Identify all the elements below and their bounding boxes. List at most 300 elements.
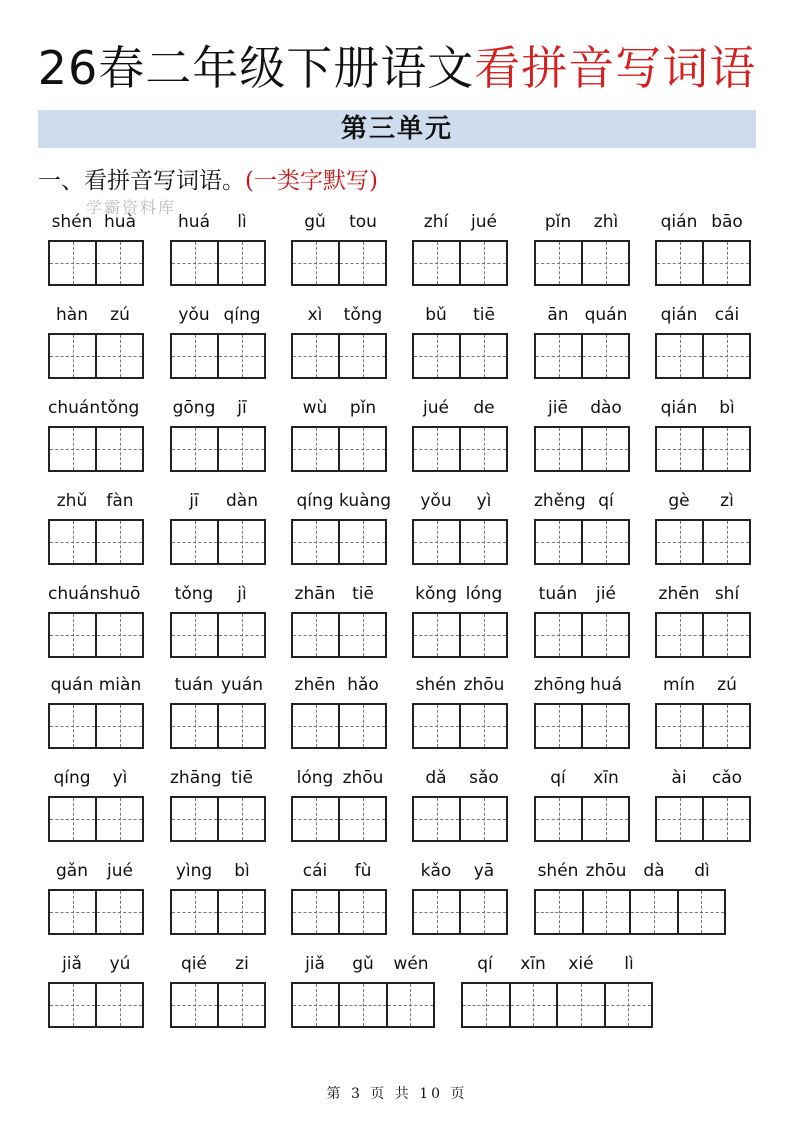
writing-boxes: [291, 889, 387, 935]
pinyin-syllable: tou: [349, 212, 377, 232]
pinyin-line: [655, 396, 751, 420]
writing-boxes: [412, 240, 508, 286]
title-main: 26春二年级下册语文: [37, 41, 475, 95]
pinyin-syllable: hǎo: [347, 675, 379, 695]
writing-cell[interactable]: [97, 335, 142, 377]
unit-heading: 第三单元: [38, 110, 756, 148]
writing-cell[interactable]: [704, 335, 749, 377]
writing-cell[interactable]: [414, 705, 461, 747]
writing-cell[interactable]: [679, 891, 725, 933]
pinyin-syllable: tuán: [174, 675, 214, 695]
pinyin-syllable: jué: [107, 861, 133, 881]
writing-cell[interactable]: [340, 428, 385, 470]
writing-cell[interactable]: [172, 798, 219, 840]
pinyin-line: [655, 673, 751, 697]
writing-cell[interactable]: [293, 242, 340, 284]
writing-cell[interactable]: [340, 335, 385, 377]
writing-cell[interactable]: [657, 614, 704, 656]
pinyin-syllable: quán: [584, 305, 628, 325]
writing-cell[interactable]: [558, 984, 606, 1026]
writing-cell[interactable]: [461, 798, 506, 840]
pinyin-line: [291, 766, 387, 790]
writing-cell[interactable]: [414, 891, 461, 933]
pinyin-syllable: fù: [354, 861, 372, 881]
pinyin-syllable: xié: [568, 954, 594, 974]
pinyin-syllable: cǎo: [711, 768, 743, 788]
pinyin-syllable: pǐn: [544, 212, 572, 232]
writing-cell[interactable]: [388, 984, 433, 1026]
pinyin-syllable: yú: [109, 954, 131, 974]
writing-cell[interactable]: [293, 614, 340, 656]
writing-boxes: [170, 426, 266, 472]
writing-cell[interactable]: [97, 428, 142, 470]
pinyin-line: [412, 766, 508, 790]
pinyin-syllable: zú: [717, 675, 737, 695]
writing-cell[interactable]: [50, 428, 97, 470]
writing-cell[interactable]: [97, 705, 142, 747]
section-heading: [38, 164, 378, 198]
writing-cell[interactable]: [172, 242, 219, 284]
writing-cell[interactable]: [50, 891, 97, 933]
pinyin-syllable: qián: [660, 212, 698, 232]
writing-boxes: [170, 240, 266, 286]
writing-cell[interactable]: [172, 984, 219, 1026]
pinyin-line: [48, 396, 144, 420]
pinyin-line: [48, 766, 144, 790]
pinyin-line: [534, 766, 630, 790]
pinyin-line: [170, 210, 266, 234]
writing-cell[interactable]: [50, 798, 97, 840]
pinyin-syllable: zú: [110, 305, 130, 325]
writing-cell[interactable]: [631, 891, 679, 933]
pinyin-syllable: dà: [643, 861, 665, 881]
writing-cell[interactable]: [414, 242, 461, 284]
writing-cell[interactable]: [219, 521, 264, 563]
writing-cell[interactable]: [340, 798, 385, 840]
writing-boxes: [170, 612, 266, 658]
writing-cell[interactable]: [50, 242, 97, 284]
writing-boxes: [48, 889, 144, 935]
pinyin-syllable: bì: [719, 398, 735, 418]
pinyin-syllable: bǔ: [425, 305, 447, 325]
pinyin-syllable: zhōu: [463, 675, 505, 695]
writing-cell[interactable]: [172, 521, 219, 563]
writing-cell[interactable]: [657, 705, 704, 747]
pinyin-line: [655, 582, 751, 606]
pinyin-line: [412, 673, 508, 697]
writing-cell[interactable]: [219, 335, 264, 377]
writing-boxes: [655, 240, 751, 286]
pinyin-syllable: zhí: [423, 212, 449, 232]
writing-cell[interactable]: [461, 614, 506, 656]
pinyin-syllable: shén: [415, 675, 457, 695]
pinyin-syllable: huá: [178, 212, 210, 232]
pinyin-syllable: yìng: [175, 861, 213, 881]
pinyin-syllable: chuán: [48, 584, 101, 604]
writing-boxes: [534, 796, 630, 842]
pinyin-syllable: gǔ: [352, 954, 374, 974]
pinyin-syllable: fàn: [106, 491, 134, 511]
pinyin-line: [412, 582, 508, 606]
writing-boxes: [48, 519, 144, 565]
writing-cell[interactable]: [704, 614, 749, 656]
title-highlight: 看拼音写词语: [474, 41, 757, 95]
pinyin-line: [48, 303, 144, 327]
writing-cell[interactable]: [536, 614, 583, 656]
writing-cell[interactable]: [219, 428, 264, 470]
writing-boxes: [655, 519, 751, 565]
pinyin-syllable: tǒng: [174, 584, 214, 604]
pinyin-line: [534, 210, 630, 234]
writing-boxes: [48, 982, 144, 1028]
writing-cell[interactable]: [657, 521, 704, 563]
pinyin-syllable: tǒng: [100, 398, 140, 418]
writing-boxes: [291, 426, 387, 472]
pinyin-syllable: hàn: [56, 305, 88, 325]
writing-boxes: [412, 426, 508, 472]
pinyin-line: [291, 210, 387, 234]
writing-cell[interactable]: [606, 984, 652, 1026]
writing-boxes: [412, 612, 508, 658]
pinyin-line: [48, 673, 144, 697]
writing-cell[interactable]: [511, 984, 559, 1026]
pinyin-line: [170, 766, 266, 790]
writing-boxes: [461, 982, 653, 1028]
writing-cell[interactable]: [414, 521, 461, 563]
writing-cell[interactable]: [704, 705, 749, 747]
writing-cell[interactable]: [657, 798, 704, 840]
writing-cell[interactable]: [583, 705, 628, 747]
pinyin-line: [655, 766, 751, 790]
pinyin-syllable: yì: [476, 491, 492, 511]
writing-cell[interactable]: [536, 521, 583, 563]
pinyin-syllable: de: [473, 398, 495, 418]
pinyin-syllable: tuán: [538, 584, 578, 604]
writing-cell[interactable]: [414, 614, 461, 656]
writing-cell[interactable]: [463, 984, 511, 1026]
writing-cell[interactable]: [97, 614, 142, 656]
pinyin-line: [291, 303, 387, 327]
writing-boxes: [291, 519, 387, 565]
pinyin-line: [412, 396, 508, 420]
writing-boxes: [170, 982, 266, 1028]
pinyin-line: [655, 489, 751, 513]
pinyin-syllable: qíng: [296, 491, 334, 511]
writing-cell[interactable]: [340, 891, 385, 933]
pinyin-syllable: zhì: [593, 212, 619, 232]
pinyin-syllable: huà: [104, 212, 136, 232]
writing-cell[interactable]: [97, 521, 142, 563]
pinyin-syllable: sǎo: [469, 768, 499, 788]
pinyin-syllable: xì: [307, 305, 323, 325]
pinyin-syllable: lì: [237, 212, 247, 232]
writing-boxes: [655, 796, 751, 842]
writing-cell[interactable]: [583, 335, 628, 377]
pinyin-syllable: yǒu: [420, 491, 452, 511]
writing-cell[interactable]: [50, 984, 97, 1026]
writing-boxes: [48, 426, 144, 472]
writing-boxes: [412, 796, 508, 842]
page-number: 第 3 页 共 10 页: [326, 1086, 468, 1102]
pinyin-line: [291, 952, 435, 976]
pinyin-syllable: dǎ: [425, 768, 447, 788]
writing-cell[interactable]: [97, 798, 142, 840]
pinyin-syllable: jī: [189, 491, 199, 511]
pinyin-line: [412, 303, 508, 327]
writing-cell[interactable]: [414, 335, 461, 377]
writing-boxes: [655, 333, 751, 379]
writing-cell[interactable]: [50, 521, 97, 563]
pinyin-syllable: shén: [537, 861, 579, 881]
pinyin-syllable: jué: [471, 212, 497, 232]
writing-boxes: [291, 703, 387, 749]
writing-boxes: [170, 333, 266, 379]
pinyin-line: [461, 952, 653, 976]
pinyin-syllable: zi: [235, 954, 249, 974]
writing-cell[interactable]: [50, 705, 97, 747]
pinyin-line: [534, 673, 630, 697]
pinyin-line: [655, 303, 751, 327]
pinyin-line: [412, 859, 508, 883]
pinyin-line: [291, 859, 387, 883]
writing-cell[interactable]: [461, 335, 506, 377]
pinyin-syllable: gǎn: [56, 861, 88, 881]
writing-cell[interactable]: [219, 984, 264, 1026]
pinyin-line: [48, 210, 144, 234]
pinyin-syllable: yā: [473, 861, 495, 881]
writing-boxes: [48, 333, 144, 379]
pinyin-line: [534, 859, 726, 883]
writing-cell[interactable]: [219, 891, 264, 933]
writing-cell[interactable]: [583, 798, 628, 840]
writing-cell[interactable]: [657, 428, 704, 470]
writing-boxes: [534, 519, 630, 565]
pinyin-syllable: pǐn: [349, 398, 377, 418]
writing-cell[interactable]: [293, 891, 340, 933]
writing-cell[interactable]: [583, 242, 628, 284]
pinyin-line: [170, 859, 266, 883]
page-title: [0, 38, 794, 98]
pinyin-syllable: zhēn: [658, 584, 700, 604]
pinyin-line: [534, 396, 630, 420]
writing-cell[interactable]: [340, 242, 385, 284]
writing-cell[interactable]: [704, 798, 749, 840]
pinyin-syllable: tiē: [473, 305, 495, 325]
writing-cell[interactable]: [97, 891, 142, 933]
writing-cell[interactable]: [536, 798, 583, 840]
pinyin-syllable: wù: [302, 398, 328, 418]
pinyin-line: [48, 859, 144, 883]
pinyin-syllable: jiǎ: [62, 954, 82, 974]
writing-boxes: [655, 426, 751, 472]
writing-boxes: [412, 889, 508, 935]
pinyin-syllable: qí: [477, 954, 493, 974]
writing-cell[interactable]: [172, 705, 219, 747]
writing-cell[interactable]: [536, 242, 583, 284]
writing-cell[interactable]: [461, 428, 506, 470]
writing-cell[interactable]: [340, 705, 385, 747]
pinyin-syllable: qíng: [223, 305, 261, 325]
pinyin-syllable: tiē: [352, 584, 374, 604]
writing-cell[interactable]: [704, 428, 749, 470]
writing-cell[interactable]: [340, 614, 385, 656]
writing-cell[interactable]: [50, 614, 97, 656]
writing-cell[interactable]: [461, 242, 506, 284]
pinyin-syllable: cái: [714, 305, 740, 325]
writing-boxes: [655, 703, 751, 749]
writing-boxes: [48, 703, 144, 749]
section-note: (一类字默写): [245, 168, 378, 194]
pinyin-syllable: tiē: [231, 768, 253, 788]
writing-boxes: [534, 703, 630, 749]
writing-cell[interactable]: [50, 335, 97, 377]
writing-cell[interactable]: [461, 521, 506, 563]
writing-boxes: [412, 703, 508, 749]
pinyin-syllable: shí: [714, 584, 740, 604]
writing-cell[interactable]: [704, 521, 749, 563]
writing-boxes: [291, 612, 387, 658]
pinyin-line: [412, 489, 508, 513]
pinyin-syllable: cái: [302, 861, 328, 881]
writing-boxes: [291, 796, 387, 842]
writing-cell[interactable]: [293, 984, 340, 1026]
writing-boxes: [291, 240, 387, 286]
pinyin-syllable: qián: [660, 305, 698, 325]
pinyin-syllable: shén: [51, 212, 93, 232]
pinyin-syllable: bì: [234, 861, 250, 881]
writing-boxes: [412, 519, 508, 565]
pinyin-syllable: zhōu: [585, 861, 627, 881]
writing-boxes: [534, 889, 726, 935]
writing-boxes: [170, 519, 266, 565]
writing-cell[interactable]: [657, 335, 704, 377]
pinyin-syllable: ān: [547, 305, 569, 325]
writing-cell[interactable]: [172, 335, 219, 377]
pinyin-syllable: gōng: [172, 398, 216, 418]
writing-cell[interactable]: [461, 705, 506, 747]
pinyin-syllable: zì: [720, 491, 734, 511]
writing-cell[interactable]: [219, 614, 264, 656]
watermark: 学霸资料库: [86, 198, 177, 217]
pinyin-syllable: dàn: [226, 491, 258, 511]
pinyin-syllable: gè: [668, 491, 690, 511]
writing-boxes: [170, 796, 266, 842]
pinyin-line: [170, 952, 266, 976]
pinyin-line: [170, 582, 266, 606]
pinyin-syllable: yuán: [220, 675, 264, 695]
pinyin-line: [170, 489, 266, 513]
pinyin-syllable: zhēn: [294, 675, 336, 695]
writing-boxes: [48, 796, 144, 842]
writing-cell[interactable]: [97, 984, 142, 1026]
writing-boxes: [291, 982, 435, 1028]
pinyin-line: [48, 582, 144, 606]
writing-cell[interactable]: [340, 984, 387, 1026]
pinyin-line: [291, 582, 387, 606]
pinyin-syllable: mín: [662, 675, 696, 695]
pinyin-syllable: jì: [237, 584, 247, 604]
writing-cell[interactable]: [219, 242, 264, 284]
writing-boxes: [534, 612, 630, 658]
pinyin-line: [534, 303, 630, 327]
writing-boxes: [48, 240, 144, 286]
pinyin-syllable: zhǔ: [56, 491, 88, 511]
writing-boxes: [655, 612, 751, 658]
pinyin-syllable: xīn: [593, 768, 619, 788]
writing-cell[interactable]: [704, 242, 749, 284]
pinyin-syllable: wén: [393, 954, 429, 974]
pinyin-line: [170, 303, 266, 327]
writing-cell[interactable]: [536, 335, 583, 377]
pinyin-line: [170, 396, 266, 420]
pinyin-syllable: kǒng: [415, 584, 457, 604]
writing-cell[interactable]: [414, 428, 461, 470]
writing-boxes: [412, 333, 508, 379]
writing-cell[interactable]: [414, 798, 461, 840]
pinyin-line: [48, 952, 144, 976]
writing-cell[interactable]: [536, 891, 584, 933]
pinyin-syllable: jué: [423, 398, 449, 418]
writing-cell[interactable]: [172, 891, 219, 933]
pinyin-syllable: huá: [590, 675, 622, 695]
writing-cell[interactable]: [583, 428, 628, 470]
writing-cell[interactable]: [293, 428, 340, 470]
writing-boxes: [534, 240, 630, 286]
pinyin-syllable: bāo: [711, 212, 743, 232]
writing-cell[interactable]: [97, 242, 142, 284]
pinyin-syllable: shuō: [99, 584, 141, 604]
writing-cell[interactable]: [293, 521, 340, 563]
pinyin-syllable: qí: [598, 491, 614, 511]
pinyin-line: [534, 582, 630, 606]
writing-cell[interactable]: [172, 614, 219, 656]
pinyin-syllable: kuàng: [339, 491, 392, 511]
writing-boxes: [48, 612, 144, 658]
writing-boxes: [170, 889, 266, 935]
pinyin-line: [412, 210, 508, 234]
writing-cell[interactable]: [584, 891, 632, 933]
writing-cell[interactable]: [536, 705, 583, 747]
writing-cell[interactable]: [219, 798, 264, 840]
pinyin-syllable: chuán: [48, 398, 101, 418]
pinyin-syllable: qié: [181, 954, 207, 974]
writing-cell[interactable]: [293, 705, 340, 747]
pinyin-syllable: lóng: [465, 584, 503, 604]
pinyin-line: [48, 489, 144, 513]
pinyin-syllable: qián: [660, 398, 698, 418]
writing-cell[interactable]: [583, 521, 628, 563]
pinyin-syllable: lì: [624, 954, 634, 974]
writing-cell[interactable]: [172, 428, 219, 470]
writing-boxes: [291, 333, 387, 379]
writing-cell[interactable]: [293, 798, 340, 840]
pinyin-syllable: yǒu: [178, 305, 210, 325]
writing-cell[interactable]: [293, 335, 340, 377]
writing-cell[interactable]: [461, 891, 506, 933]
pinyin-line: [291, 489, 392, 513]
writing-cell[interactable]: [219, 705, 264, 747]
writing-boxes: [534, 426, 630, 472]
writing-cell[interactable]: [536, 428, 583, 470]
pinyin-syllable: zhān: [294, 584, 336, 604]
pinyin-syllable: gǔ: [304, 212, 326, 232]
writing-cell[interactable]: [657, 242, 704, 284]
writing-cell[interactable]: [340, 521, 385, 563]
pinyin-syllable: dào: [590, 398, 622, 418]
pinyin-syllable: miàn: [98, 675, 142, 695]
pinyin-syllable: jī: [237, 398, 247, 418]
writing-cell[interactable]: [583, 614, 628, 656]
